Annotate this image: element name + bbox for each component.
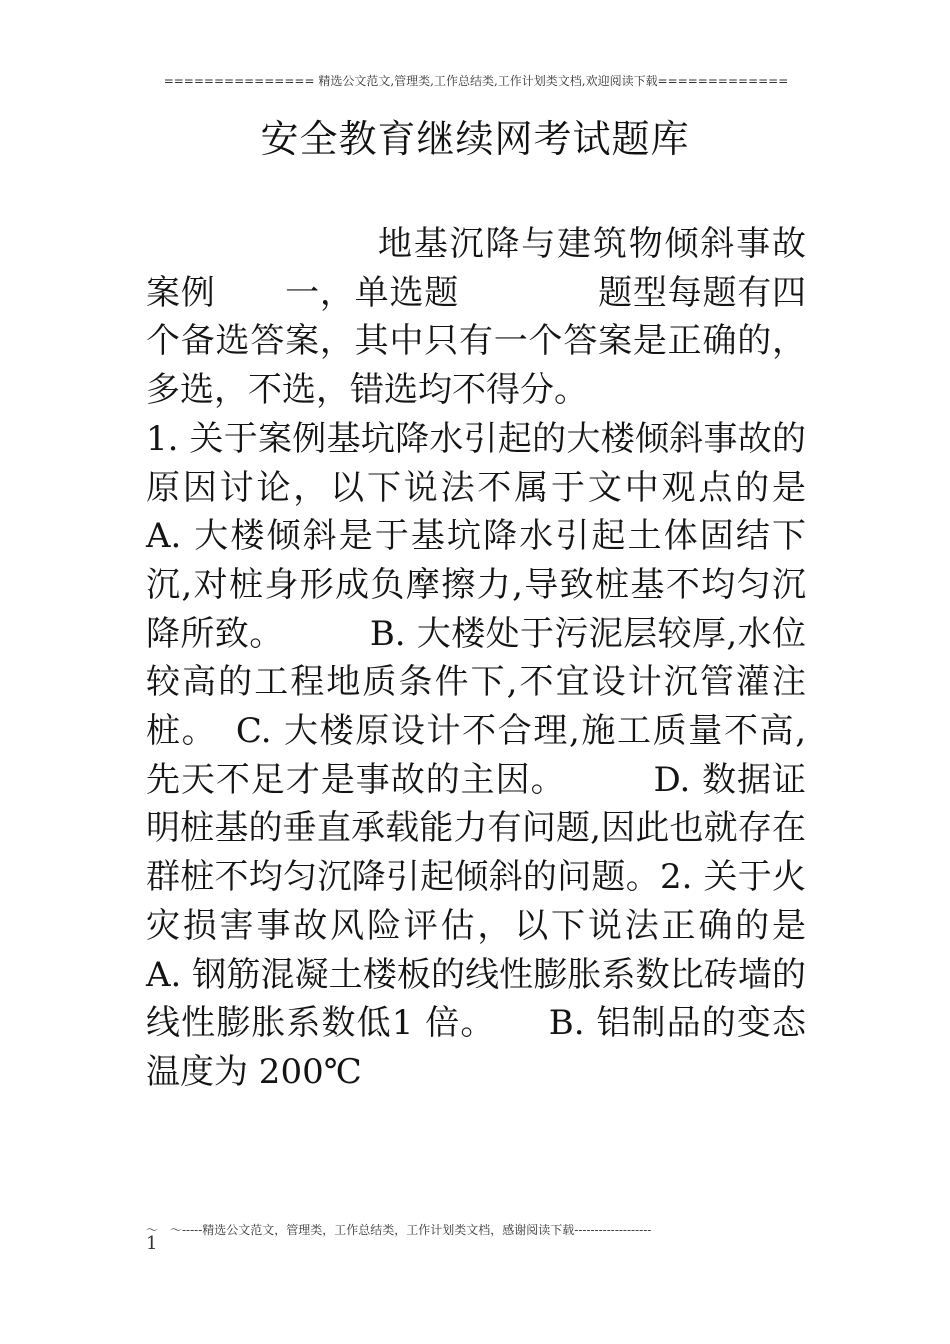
question-2-stem: 2. 关于火灾损害事故风险评估，以下说法正确的是 [146,857,807,946]
section-intro: 地基沉降与建筑物倾斜事故案例 一，单选题 题型每题有四个备选答案，其中只有一个答案是正确的，多选，不选，错选均不得分。 [146,224,806,411]
document-body [146,220,806,1097]
question-1-option-b: B. 大楼处于污泥层较厚,水位较高的工程地质条件下,不宜设计沉管灌注桩。 [146,613,807,752]
question-2-option-b: B. 铝制品的变态温度为 200℃ [146,1003,806,1092]
question-1-option-a: A. 大楼倾斜是于基坑降水引起土体固结下沉,对桩身形成负摩擦力,导致桩基不均匀沉降所致。 [146,516,806,654]
question-2-option-a: A. 钢筋混凝土楼板的线性膨胀系数比砖墙的线性膨胀系数低1 倍。 [146,954,806,1044]
document-title: 安全教育继续网考试题库 [260,117,690,161]
page-footer: ～ ～-----精选公文范文，管理类，工作总结类，工作计划类文档，感谢阅读下载------------------- [146,1223,652,1237]
question-1-stem: 1. 关于案例基坑降水引起的大楼倾斜事故的原因讨论，以下说法不属于文中观点的是 [146,418,806,508]
question-1-option-c: C. 大楼原设计不合理,施工质量不高,先天不足才是事故的主因。 [146,711,807,800]
page-number: 1 [146,1233,158,1254]
page-header: =============== 精选公文范文,管理类,工作总结类,工作计划类文档,欢迎阅读下载============= [163,74,789,88]
question-1-option-d: D. 数据证明桩基的垂直承载能力有问题,因此也就存在群桩不均匀沉降引起倾斜的问题。 [146,759,807,898]
